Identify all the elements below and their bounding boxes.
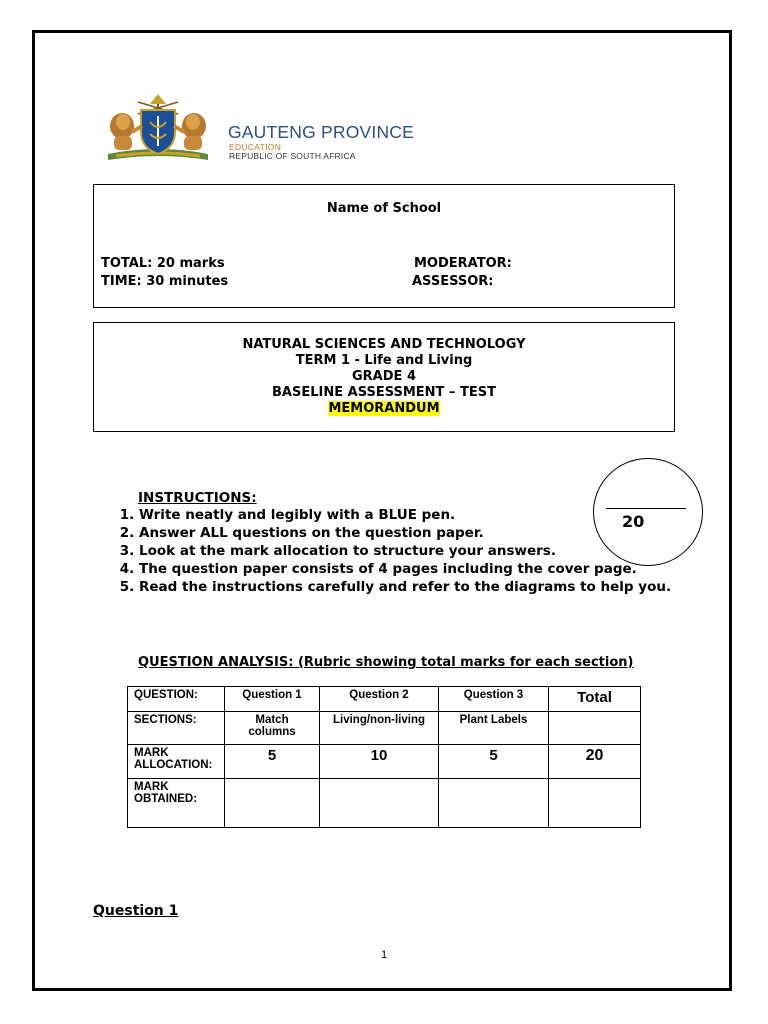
assessment-title: BASELINE ASSESSMENT – TEST bbox=[272, 385, 496, 400]
question-analysis-heading: QUESTION ANALYSIS: (Rubric showing total marks for each section) bbox=[138, 655, 634, 670]
memorandum-line bbox=[94, 401, 674, 416]
table-cell: SECTIONS: bbox=[128, 712, 225, 745]
total-marks: TOTAL: 20 marks bbox=[101, 256, 225, 271]
question-1-heading: Question 1 bbox=[93, 903, 179, 919]
table-cell: Living/non-living bbox=[320, 712, 439, 745]
instruction-item: 5. Read the instructions carefully and refer to the diagrams to help you. bbox=[139, 578, 699, 596]
term-title: TERM 1 - Life and Living bbox=[295, 353, 473, 368]
moderator-label: MODERATOR: bbox=[414, 256, 512, 271]
table-cell: 5 bbox=[225, 745, 320, 779]
time-allowed: TIME: 30 minutes bbox=[101, 274, 229, 289]
table-cell: MARK OBTAINED: bbox=[128, 779, 225, 828]
rubric-table bbox=[127, 686, 641, 828]
instruction-item: 3. Look at the mark allocation to structure your answers. bbox=[139, 542, 699, 560]
table-row bbox=[128, 745, 641, 779]
page-number: 1 bbox=[380, 949, 388, 961]
table-cell: QUESTION: bbox=[128, 687, 225, 712]
logo-education: EDUCATION bbox=[229, 142, 282, 152]
school-info-box bbox=[93, 184, 675, 308]
instruction-item: 4. The question paper consists of 4 pages including the cover page. bbox=[139, 560, 699, 578]
table-cell bbox=[549, 779, 641, 828]
table-cell: Match columns bbox=[225, 712, 320, 745]
instruction-item: 2. Answer ALL questions on the question paper. bbox=[139, 524, 699, 542]
table-cell: 5 bbox=[439, 745, 549, 779]
table-cell: 20 bbox=[549, 745, 641, 779]
table-cell: Plant Labels bbox=[439, 712, 549, 745]
table-cell: Total bbox=[549, 687, 641, 712]
table-row bbox=[128, 687, 641, 712]
table-cell: 10 bbox=[320, 745, 439, 779]
table-row bbox=[128, 712, 641, 745]
table-row bbox=[128, 779, 641, 828]
table-cell: MARK ALLOCATION: bbox=[128, 745, 225, 779]
table-cell: Question 3 bbox=[439, 687, 549, 712]
score-total: 20 bbox=[622, 512, 645, 531]
coat-of-arms-logo bbox=[94, 92, 222, 164]
instruction-item: 1. Write neatly and legibly with a BLUE pen. bbox=[139, 506, 699, 524]
instructions-list bbox=[115, 506, 699, 596]
assessor-label: ASSESSOR: bbox=[412, 274, 494, 289]
table-cell bbox=[225, 779, 320, 828]
grade-title: GRADE 4 bbox=[352, 369, 416, 384]
table-cell bbox=[439, 779, 549, 828]
instructions-heading: INSTRUCTIONS: bbox=[138, 490, 257, 506]
name-of-school: Name of School bbox=[326, 201, 442, 216]
table-cell bbox=[320, 779, 439, 828]
memorandum-label: MEMORANDUM bbox=[328, 401, 440, 416]
title-box bbox=[93, 322, 675, 432]
logo-country: REPUBLIC OF SOUTH AFRICA bbox=[229, 151, 356, 161]
logo-title: GAUTENG PROVINCE bbox=[228, 122, 415, 142]
table-cell bbox=[549, 712, 641, 745]
subject-title: NATURAL SCIENCES AND TECHNOLOGY bbox=[242, 337, 526, 352]
table-cell: Question 1 bbox=[225, 687, 320, 712]
table-cell: Question 2 bbox=[320, 687, 439, 712]
